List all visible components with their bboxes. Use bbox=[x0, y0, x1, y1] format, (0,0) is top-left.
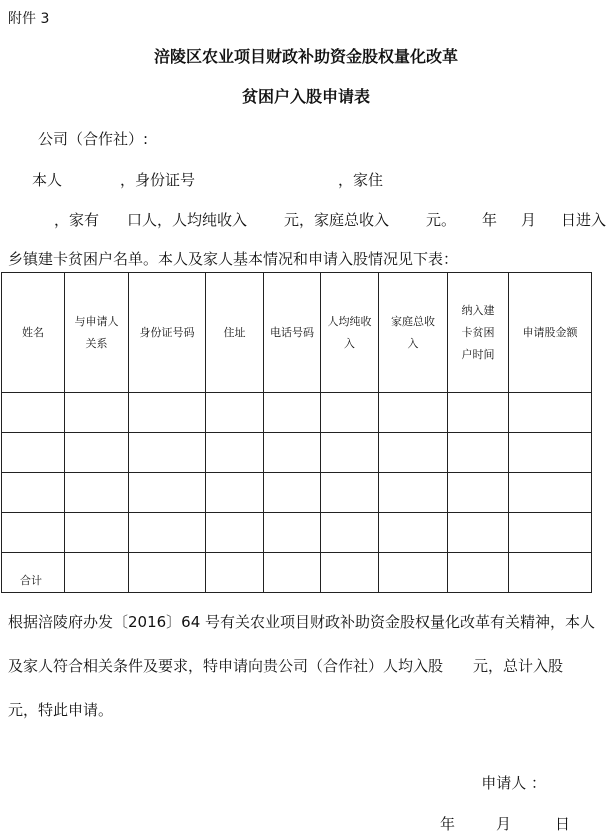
table-total-row bbox=[2, 553, 592, 593]
header-family-income: 家庭总收入 bbox=[379, 273, 448, 393]
sign-day: 日 bbox=[555, 815, 571, 833]
intro-day-enter: 日进入 bbox=[561, 211, 607, 229]
intro-yuan-1: 元，家庭总收入 bbox=[284, 211, 390, 229]
header-name: 姓名 bbox=[2, 273, 65, 393]
total-label: 合计 bbox=[2, 553, 65, 593]
sign-year: 年 bbox=[440, 815, 456, 833]
document-title: 涪陵区农业项目财政补助资金股权量化改革 bbox=[153, 47, 458, 66]
company-label: 公司（合作社）: bbox=[38, 130, 149, 148]
intro-persons: 口人，人均纯收入 bbox=[127, 211, 248, 229]
header-relation: 与申请人关系 bbox=[65, 273, 129, 393]
intro-home-label: ，家住 bbox=[338, 171, 384, 189]
header-phone: 电话号码 bbox=[264, 273, 321, 393]
intro-line-4: 乡镇建卡贫困户名单。本人及家人基本情况和申请入股情况见下表： bbox=[8, 250, 459, 268]
header-enroll-time: 纳入建卡贫困户时间 bbox=[448, 273, 509, 393]
document-subtitle: 贫困户入股申请表 bbox=[241, 87, 370, 106]
intro-year: 年 bbox=[482, 211, 498, 229]
table-row bbox=[2, 473, 592, 513]
header-id-number: 身份证号码 bbox=[129, 273, 206, 393]
table-row bbox=[2, 433, 592, 473]
header-address: 住址 bbox=[206, 273, 264, 393]
table-header-row bbox=[2, 273, 592, 393]
intro-family-has: ，家有 bbox=[54, 211, 100, 229]
sign-month: 月 bbox=[496, 815, 512, 833]
application-table bbox=[1, 272, 592, 593]
closing-paragraph: 根据涪陵府办发〔2016〕64 号有关农业项目财政补助资金股权量化改革有关精神，本人及家人符合相关条件及要求，特申请向贵公司（合作社）人均入股 元，总计入股 元，特此申请。 bbox=[8, 613, 596, 719]
applicant-label: 申请人 ： bbox=[481, 774, 546, 792]
table-row bbox=[2, 513, 592, 553]
table-row bbox=[2, 393, 592, 433]
intro-yuan-2: 元。 bbox=[426, 211, 457, 229]
header-amount: 申请股金额 bbox=[509, 273, 592, 393]
intro-month: 月 bbox=[521, 211, 537, 229]
header-per-income: 人均纯收入 bbox=[321, 273, 379, 393]
intro-id-label: ，身份证号 bbox=[120, 171, 196, 189]
attachment-label: 附件 3 bbox=[8, 11, 50, 27]
intro-person: 本人 bbox=[32, 171, 63, 189]
